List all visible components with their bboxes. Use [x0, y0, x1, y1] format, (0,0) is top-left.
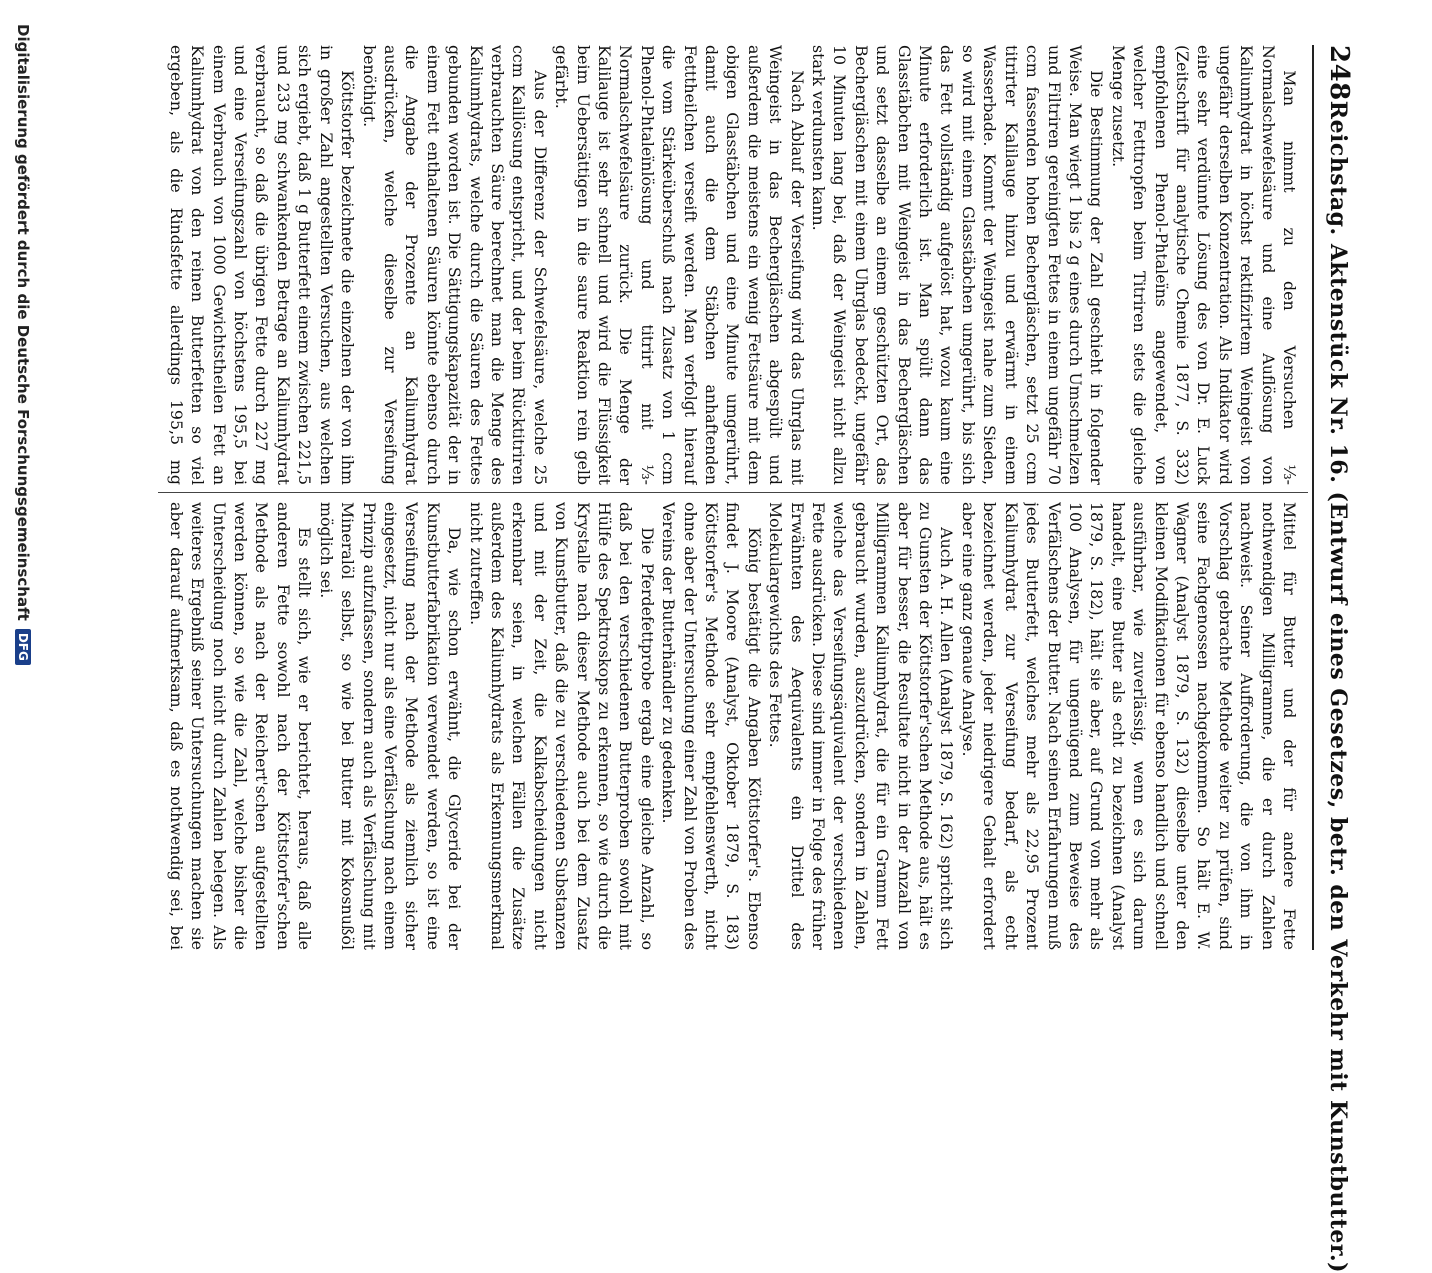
- paragraph: Mittel für Butter und der für andere Fette nothwendigen Milligramme, die er durch Zahlen nachweist. Seiner Aufforderung, die von ihm in Vorschlag gebrachte Methode weiter zu prüfen, sind seine Fachgenossen nachgekommen. So hält E. W. Wagner (Analyst 1879, S. 132) dieselbe unter den kleinen Modifikationen für ebenso handlich und schnell ausführbar, wie zuverlässig, wenn es sich darum handelt, eine Butter als echt zu bezeichnen (Analyst 1879, S. 182), hält sie aber, auf Grund von mehr als 100 Analysen, für ungenügend zum Beweise des Verfälschens der Butter. Nach seinen Erfahrungen muß jedes Butterfett, welches mehr als 22,95 Prozent Kaliumhydrat zur Verseifung bedarf, als echt bezeichnet werden, jeder niedrigere Gehalt erfordert aber eine ganz genaue Analyse.: [958, 502, 1299, 950]
- text-column-left: [165, 45, 1300, 485]
- paragraph: Die Pferdefettprobe ergab eine gleiche Anzahl, so daß bei den verschiedenen Butterproben sowohl mit Hülfe des Spektroskops zu erkennen, so wie durch die Krystalle nach dieser Methode auch bei dem Zusatz von Kunstbutter, daß die zu verschiedenen Substanzen und mit der Zeit, die Kalkabscheidungen nicht erkennbar seien, in welchen Fällen die Zusätze außerdem des Kaliumhydrats als Erkennungsmerkmal nicht zutreffen.: [466, 502, 657, 950]
- digitization-credit: [12, 24, 34, 974]
- credit-text: Digitalisierung gefördert durch die Deutsche Forschungsgemeinschaft: [14, 24, 32, 621]
- paragraph: Köttstorfer bezeichnete die einzelnen der von ihm in großer Zahl angestellten Versuchen, aus welchen sich ergiebt, daß 1 g Butterfett einem zwischen 221,5 und 233 mg schwankenden Betrage an Kaliumhydrat verbraucht, so daß die übrigen Fette durch 227 mg und eine Verseifungszahl von höchstens 195,5 bei einem Verbrauch von 1000 Gewichtstheilen Fett an Kaliumhydrat von den reinen Butterfetten so viel ergeben, als die Rindsfette allerdings 195,5 mg: [166, 45, 358, 485]
- paragraph: König bestätigt die Angaben Köttstorfer's. Ebenso findet J. Moore (Analyst, Oktober 1879, S. 183) Köttstorfer's Methode sehr empfehlenswerth, nicht ohne aber der Untersuchung einer Zahl von Proben des Vereins der Butterhändler zu gedenken.: [659, 502, 764, 950]
- paragraph: Aus der Differenz der Schwefelsäure, welche 25 ccm Kalilösung entspricht, und der beim Rücktitriren verbrauchten Säure berechnet man die Menge des Kaliumhydrats, welche durch die Säuren des Fettes gebunden worden ist. Die Sättigungskapazität der in einem Fett enthaltenen Säuren könnte ebenso durch die Angabe der Prozente an Kaliumhydrat ausdrücken, welche dieselbe zur Verseifung benöthigt.: [359, 45, 550, 485]
- paragraph: Auch A. H. Allen (Analyst 1879, S. 162) spricht sich zu Gunsten der Köttstorfer'schen Methode aus, hält es aber für besser, die Resultate nicht in der Anzahl von Milligrammen Kaliumhydrat, die für ein Gramm Fett gebraucht wurden, auszudrücken, sondern in Zahlen, welche das Verseifungsäquivalent der verschiedenen Fette ausdrücken. Diese sind immer in Folge des früher Erwähnten des Aequivalents ein Drittel des Molekulargewichts des Fettes.: [766, 502, 957, 950]
- text-column-right: [165, 502, 1300, 950]
- paragraph: Die Bestimmung der Zahl geschieht in folgender Weise. Man wiegt 1 bis 2 g eines durch Umschmelzen und Filtriren gereinigten Fettes in einem ungefähr 70 ccm fassenden hohen Bechergläschen, setzt 25 ccm titrirter Kalilauge hinzu und erwärmt in einem Wasserbade. Kommt der Weingeist nahe zum Sieden, so wird mit einem Glasstäbchen umgerührt, bis sich das Fett vollständig aufgelöst hat, wozu kaum eine Minute erforderlich ist. Man spült dann das Glasstäbchen mit Weingeist in das Bechergläschen und setzt dasselbe an einem geschützten Ort, das Bechergläschen mit einem Uhrglas bedeckt, ungefähr 10 Minuten lang bei, daß der Weingeist nicht allzu stark verdunsten kann.: [809, 45, 1107, 485]
- running-title: Reichstag. Aktenstück Nr. 16. (Entwurf eines Gesetzes, betr. den Verkehr mit Kunstbutter.): [1325, 100, 1351, 1273]
- paragraph: Nach Ablauf der Verseifung wird das Uhrglas mit Weingeist in das Bechergläschen abgespült und außerdem die meistens ein wenig Fettsäure mit dem obigen Glasstäbchen und eine Minute umgerührt, damit auch die dem Stäbchen anhaftenden Fetttheilchen verseift werden. Man verfolgt hierauf die vom Stärkeüberschuß nach Zusatz von 1 ccm Phenol-Phtaleïnlösung und titrirt mit ⅓-Normalschwefelsäure zurück. Die Menge der Kalilauge ist sehr schnell und wird die Flüssigkeit beim Uebersättigen in die saure Reaktion rein gelb gefärbt.: [552, 45, 807, 485]
- column-divider: [158, 492, 1308, 493]
- dfg-logo: DFG: [15, 629, 31, 665]
- page-header: [1312, 45, 1354, 1273]
- paragraph: Da, wie schon erwähnt, die Glyceride bei der Kunstbutterfabrikation verwendet werden, so ist eine Verseifung nach der Methode als ziemlich sicher eingesetzt, nicht nur als eine Verfälschung nach einem Prinzip aufzufassen, sondern auch als Verfälschung mit Mineralöl selbst, so wie bei Butter mit Kokosnußöl möglich sei.: [316, 502, 465, 950]
- paragraph: Man nimmt zu den Versuchen ⅓-Normalschwefelsäure und eine Auflösung von Kaliumhydrat in höchst rektifizirtem Weingeist von ungefähr derselben Konzentration. Als Indikator wird eine sehr verdünnte Lösung des von Dr. E. Luck (Zeitschrift für analytische Chemie 1877, S. 332) empfohlenen Phenol-Phtaleïns angewendet, von welcher Fetttropfen beim Titriren stets die gleiche Menge zusetzt.: [1108, 45, 1299, 485]
- paragraph: Es stellt sich, wie er berichtet, heraus, daß alle anderen Fette sowohl nach der Köttstorfer'schen Methode als nach der Reichert'schen aufgestellten werden können, so wie die Zahl, welche bisher die Unterscheidung noch nicht durch Zahlen belegen. Als weiteres Ergebniß seiner Untersuchungen machen sie aber darauf aufmerksam, daß es nothwendig sei, bei: [166, 502, 315, 950]
- page-number: 248: [1324, 45, 1354, 101]
